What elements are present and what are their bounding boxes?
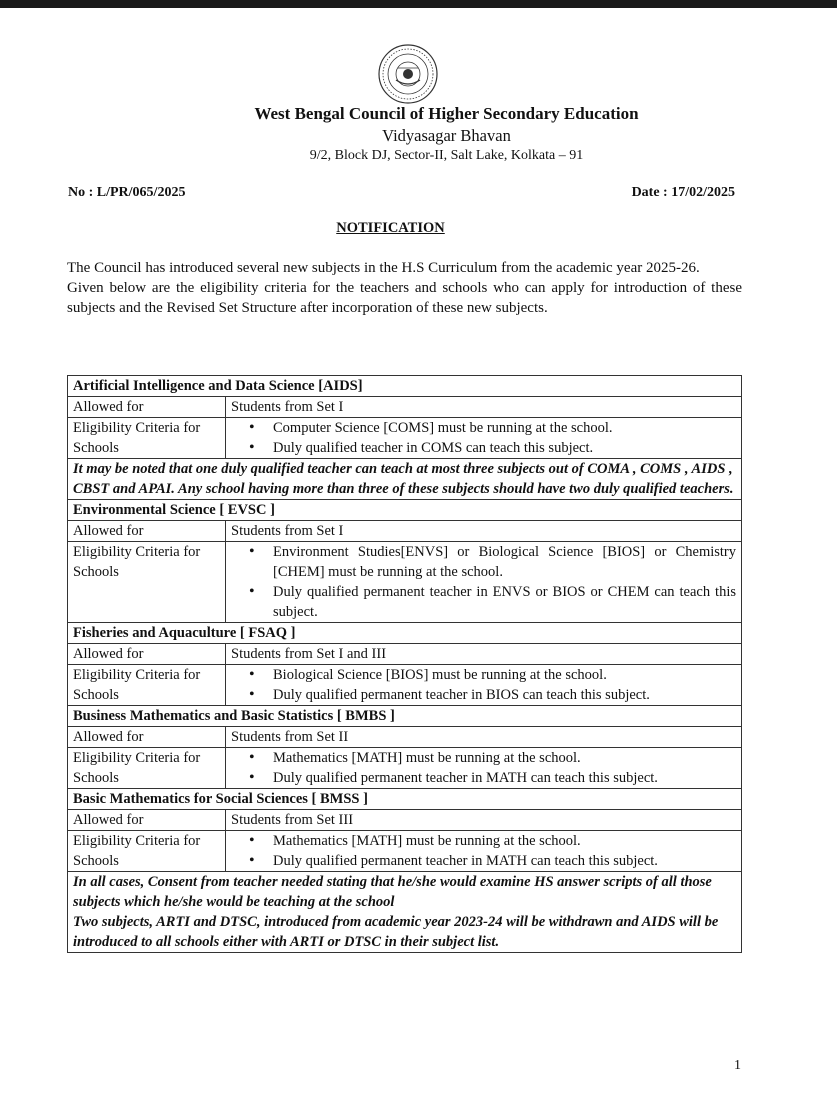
eligibility-table	[67, 375, 742, 953]
list-item: • Duly qualified teacher in COMS can teach this subject.	[249, 438, 736, 458]
table-row	[68, 376, 742, 397]
criteria-label: Eligibility Criteria for Schools	[68, 418, 226, 459]
criteria-cell	[226, 542, 742, 623]
allowed-value: Students from Set I	[226, 397, 742, 418]
council-name: West Bengal Council of Higher Secondary Education	[254, 104, 639, 123]
criteria-label: Eligibility Criteria for Schools	[68, 748, 226, 789]
allowed-value: Students from Set I	[226, 521, 742, 542]
table-row	[68, 542, 742, 623]
allowed-label: Allowed for	[68, 727, 226, 748]
allowed-label: Allowed for	[68, 521, 226, 542]
criteria-cell	[226, 665, 742, 706]
table-row	[68, 459, 742, 500]
criteria-label: Eligibility Criteria for Schools	[68, 831, 226, 872]
criteria-list	[231, 665, 736, 705]
list-item: • Duly qualified permanent teacher in MATH can teach this subject.	[249, 768, 736, 788]
section-title: Business Mathematics and Basic Statistics [ BMBS ]	[68, 706, 742, 727]
list-item: • Biological Science [BIOS] must be running at the school.	[249, 665, 736, 685]
reference-date: Date : 17/02/2025	[631, 185, 735, 200]
table-row	[68, 623, 742, 644]
notification-title: NOTIFICATION	[336, 220, 445, 236]
intro-paragraph: The Council has introduced several new subjects in the H.S Curriculum from the academic year 2025-26.	[67, 260, 700, 276]
table-row	[68, 644, 742, 665]
table-row	[68, 521, 742, 542]
allowed-label: Allowed for	[68, 397, 226, 418]
council-seal-emblem	[378, 44, 438, 104]
table-row	[68, 831, 742, 872]
criteria-list	[231, 831, 736, 871]
final-notes-cell	[68, 872, 742, 953]
table-row	[68, 727, 742, 748]
section-title: Environmental Science [ EVSC ]	[68, 500, 742, 521]
list-item: • Duly qualified permanent teacher in MATH can teach this subject.	[249, 851, 736, 871]
criteria-list	[231, 542, 736, 622]
page-number: 1	[734, 1058, 741, 1073]
reference-number: No : L/PR/065/2025	[68, 185, 186, 200]
table-row	[68, 810, 742, 831]
top-dark-edge	[0, 0, 837, 8]
intro-paragraph: Given below are the eligibility criteria for the teachers and schools who can apply for introduction of these subjects and the Revised Set Structure after incorporation of these new subjects.	[67, 280, 742, 316]
list-item: • Environment Studies[ENVS] or Biological Science [BIOS] or Chemistry [CHEM] must be running at the school.	[249, 542, 736, 582]
table-row	[68, 789, 742, 810]
list-item: • Duly qualified permanent teacher in ENVS or BIOS or CHEM can teach this subject.	[249, 582, 736, 622]
criteria-cell	[226, 418, 742, 459]
building-name: Vidyasagar Bhavan	[382, 126, 511, 145]
table-row	[68, 397, 742, 418]
criteria-list	[231, 748, 736, 788]
allowed-label: Allowed for	[68, 810, 226, 831]
table-row	[68, 748, 742, 789]
list-item: • Computer Science [COMS] must be running at the school.	[249, 418, 736, 438]
criteria-list	[231, 418, 736, 458]
allowed-value: Students from Set II	[226, 727, 742, 748]
withdrawal-note: Two subjects, ARTI and DTSC, introduced from academic year 2023-24 will be withdrawn and AIDS will be introduced to all schools either with ARTI or DTSC in their subject list.	[73, 914, 719, 950]
allowed-value: Students from Set I and III	[226, 644, 742, 665]
table-row	[68, 418, 742, 459]
list-item: • Duly qualified permanent teacher in BIOS can teach this subject.	[249, 685, 736, 705]
allowed-label: Allowed for	[68, 644, 226, 665]
table-row	[68, 706, 742, 727]
teacher-limit-note: It may be noted that one duly qualified teacher can teach at most three subjects out of COMA , COMS , AIDS , CBST and APAI. Any school having more than three of these subjects should have two duly qualified teachers.	[68, 459, 742, 500]
table-row	[68, 665, 742, 706]
section-title: Basic Mathematics for Social Sciences [ BMSS ]	[68, 789, 742, 810]
section-title: Artificial Intelligence and Data Science [AIDS]	[68, 376, 742, 397]
table-row	[68, 872, 742, 953]
criteria-cell	[226, 748, 742, 789]
section-title: Fisheries and Aquaculture [ FSAQ ]	[68, 623, 742, 644]
allowed-value: Students from Set III	[226, 810, 742, 831]
criteria-cell	[226, 831, 742, 872]
table-row	[68, 500, 742, 521]
list-item: • Mathematics [MATH] must be running at the school.	[249, 831, 736, 851]
intro-text	[67, 258, 742, 318]
list-item: • Mathematics [MATH] must be running at the school.	[249, 748, 736, 768]
criteria-label: Eligibility Criteria for Schools	[68, 665, 226, 706]
consent-note: In all cases, Consent from teacher needed stating that he/she would examine HS answer scripts of all those subjects which he/she would be teaching at the school	[73, 874, 712, 910]
criteria-label: Eligibility Criteria for Schools	[68, 542, 226, 623]
council-address: 9/2, Block DJ, Sector-II, Salt Lake, Kolkata – 91	[309, 148, 584, 163]
